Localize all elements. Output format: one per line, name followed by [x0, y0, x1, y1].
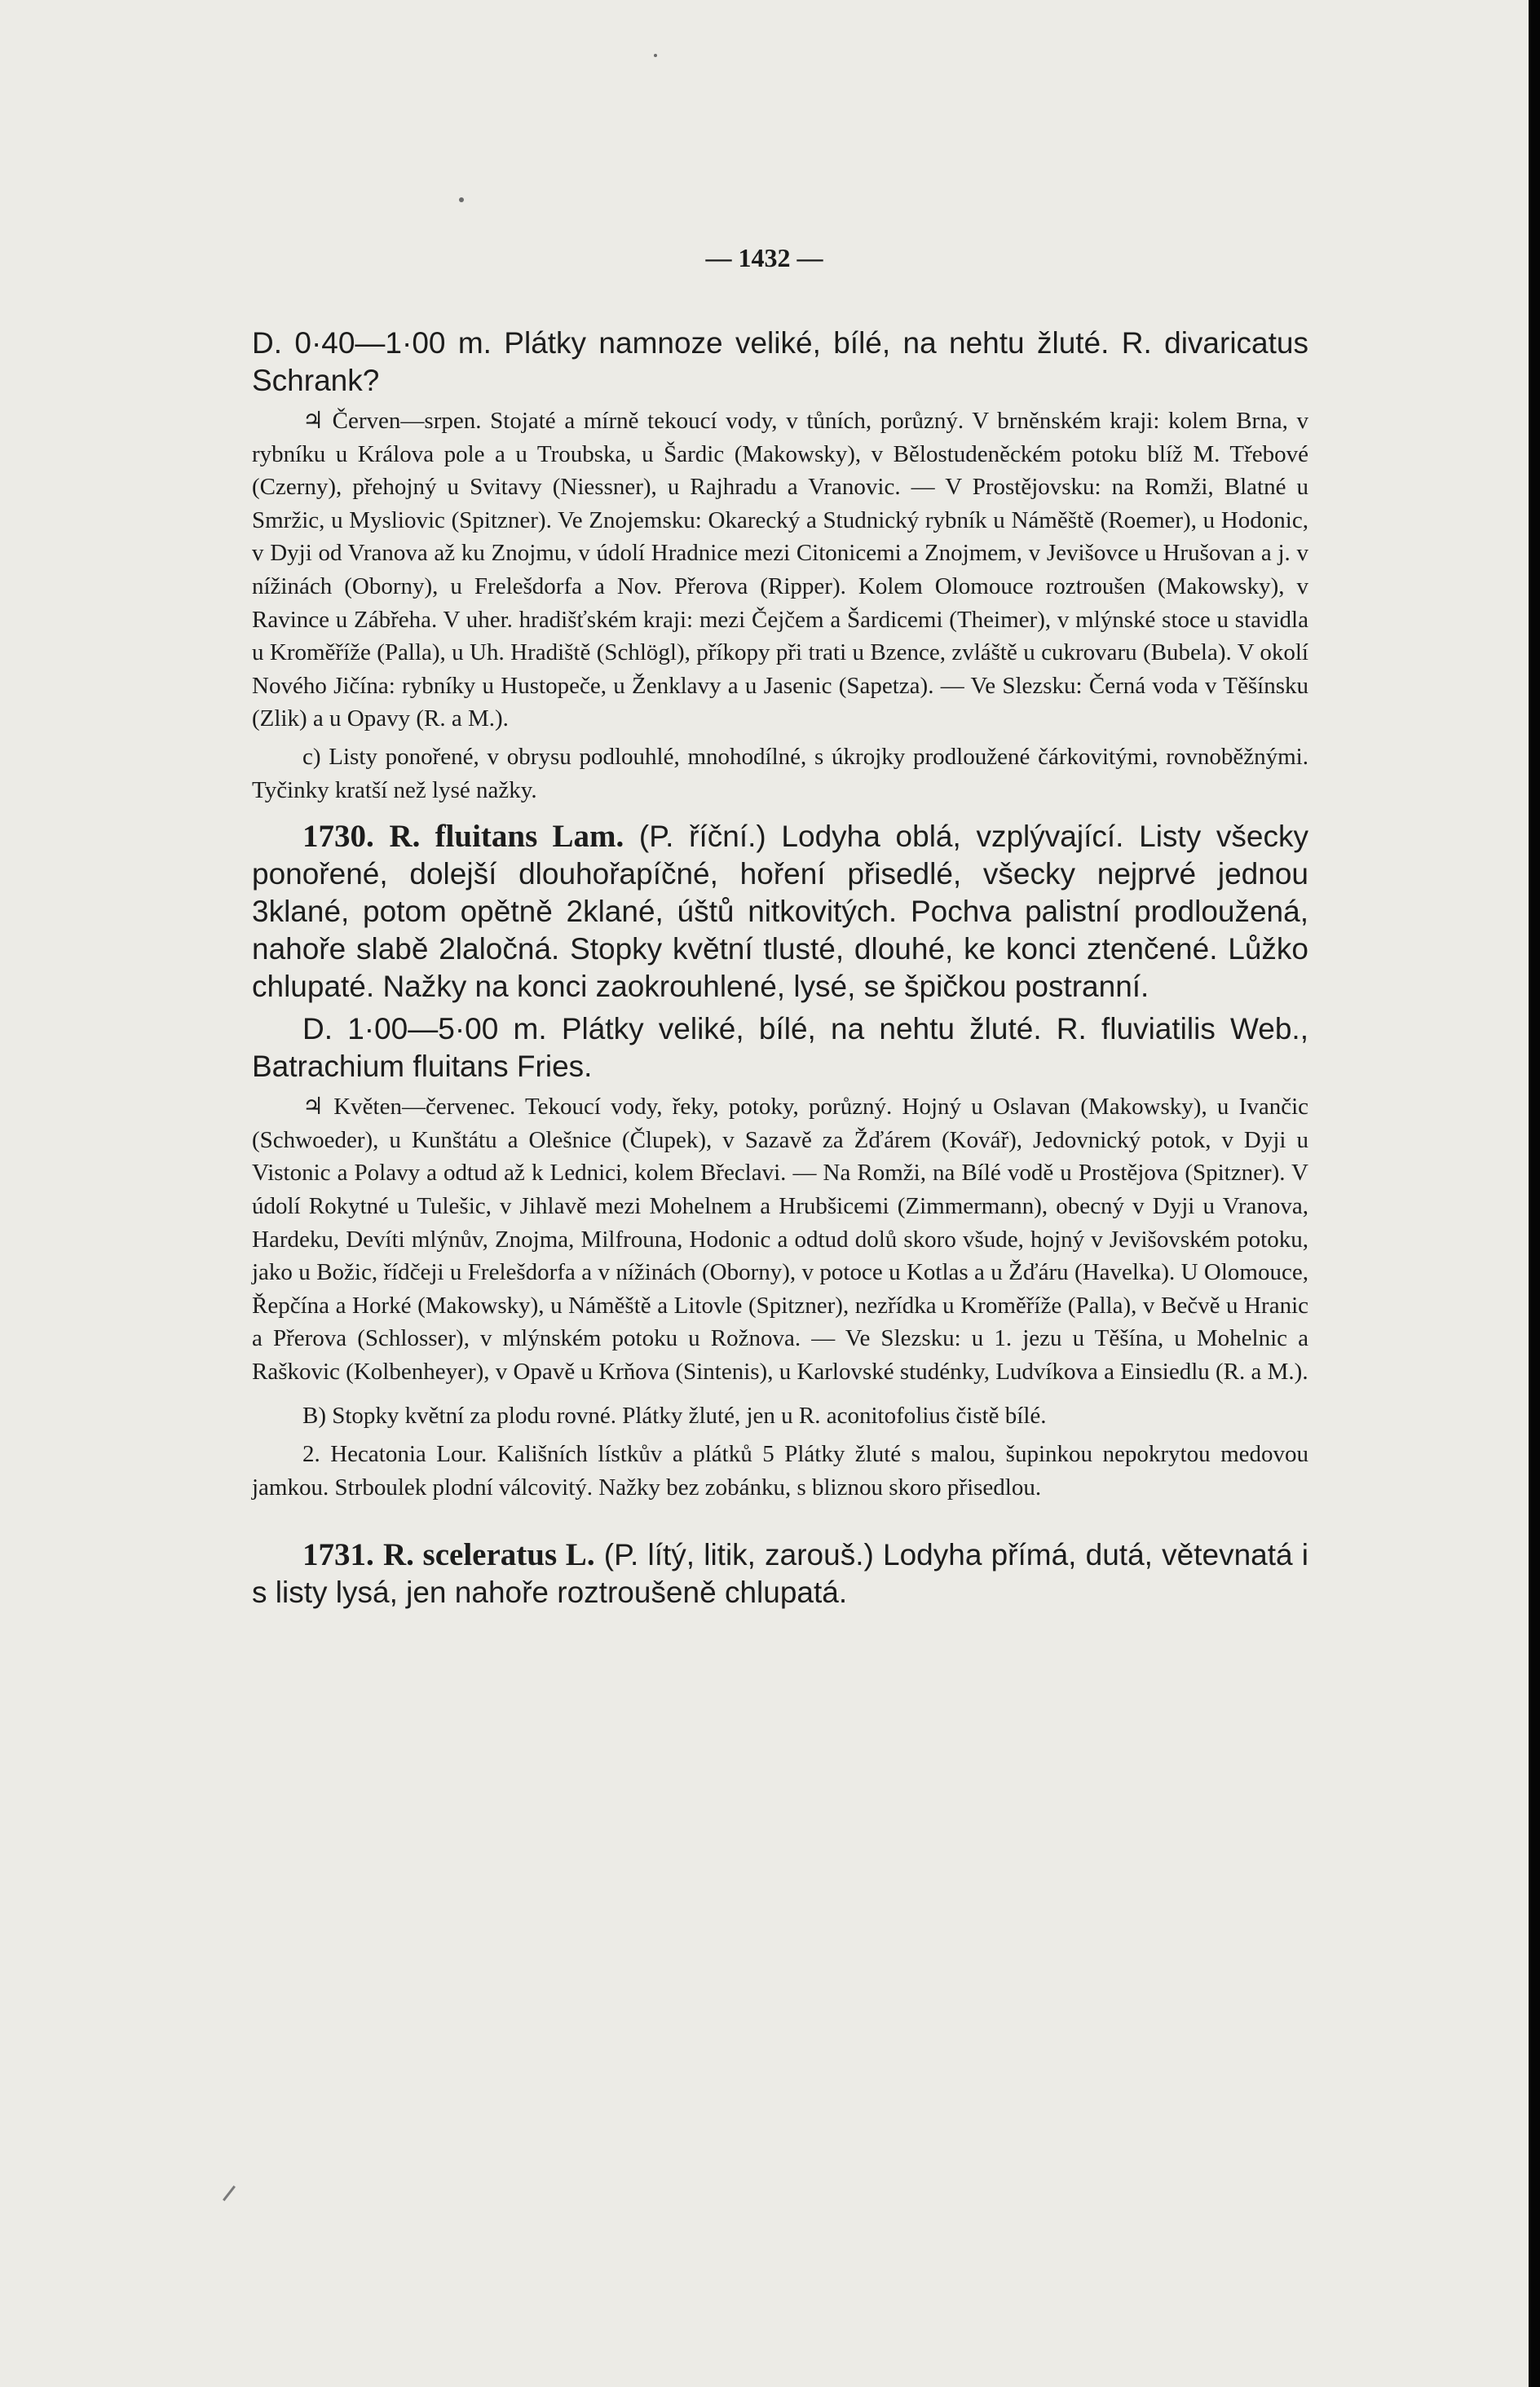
species-1730	[252, 818, 1308, 1006]
paragraph-section-B: B) Stopky květní za plodu rovné. Plátky žluté, jen u R. aconitofolius čistě bílé.	[302, 1403, 1047, 1430]
species-description: (P. lítý, litik, zarouš.) Lodyha přímá, dutá, větevnatá i s listy lysá, jen nahoře roztroušeně chlupatá.	[252, 1538, 1308, 1610]
paragraph-section-c: c) Listy ponořené, v obrysu podlouhlé, mnohodílné, s úkrojky prodloužené čárkovitými, rovnoběžnými. Tyčinky kratší než lysé nažky.	[252, 743, 1308, 803]
scan-edge	[1529, 0, 1540, 2387]
species-name: R. fluitans Lam.	[389, 819, 624, 855]
species-1731	[252, 1536, 1308, 1611]
page-number: — 1432 —	[705, 243, 823, 272]
paragraph-D-040: D. 0·40—1·00 m. Plátky namnoze veliké, bílé, na nehtu žluté. R. divaricatus Schrank?	[252, 326, 1308, 397]
paragraph-distribution-divaricatus: ♃ Červen—srpen. Stojaté a mírně tekoucí vody, v tůních, porůzný. V brněnském kraji: kolem Brna, v rybníku u Králova pole a u Troubska, u Šardic (Makowsky), v Bělostudeněckém potoku blíž M. Třebové (Czerny), přehojný u Svitavy (Niessner), u Rajhradu a Vranovic. — V Prostějovsku: na Romži, Blatné u Smržic, u Mysliovic (Spitzner). Ve Znojemsku: Okarecký a Studnický rybník u Náměště (Roemer), u Hodonic, v Dyji od Vranova až ku Znojmu, v údolí Hradnice mezi Citonicemi a Znojmem, v Jevišovce u Hrušovan a j. v nížinách (Oborny), u Frelešdorfa a Nov. Přerova (Ripper). Kolem Olomouce roztroušen (Makowsky), v Ravince u Zábřeha. V uher. hradišťském kraji: mezi Čejčem a Šardicemi (Theimer), v mlýnské stoce u stavidla u Kroměříže (Palla), u Uh. Hradiště (Schlögl), příkopy při trati u Bzence, zvláště u cukrovaru (Bubela). V okolí Nového Jičína: rybníky u Hustopeče, u Ženklavy a u Jasenic (Sapetza). — Ve Slezsku: Černá voda v Těšínsku (Zlik) a u Opavy (R. a M.).	[252, 408, 1308, 732]
speck	[459, 197, 464, 202]
paragraph-hecatonia: 2. Hecatonia Lour. Kališních lístkův a plátků 5 Plátky žluté s malou, šupinkou nepokrytou medovou jamkou. Strboulek plodní válcovitý. Nažky bez zobánku, s bliznou skoro přisedlou.	[252, 1441, 1308, 1501]
pencil-mark	[223, 2186, 236, 2201]
species-number: 1731.	[302, 1537, 374, 1573]
text-body	[252, 325, 1308, 1611]
speck	[654, 54, 657, 57]
paragraph-D-100: D. 1·00—5·00 m. Plátky veliké, bílé, na nehtu žluté. R. fluviatilis Web., Batrachium fluitans Fries.	[252, 1012, 1308, 1084]
species-description: (P. říční.) Lodyha oblá, vzplývající. Listy všecky ponořené, dolejší dlouhořapíčné, hoření přisedlé, všecky nejprvé jednou 3klané, potom opětně 2klané, úštů nitkovitých. Pochva palistní prodloužená, nahoře slabě 2laločná. Stopky květní tlusté, dlouhé, ke konci ztenčené. Lůžko chlupaté. Nažky na konci zaokrouhlené, lysé, se špičkou postranní.	[252, 820, 1308, 1004]
species-name: R. sceleratus L.	[382, 1537, 595, 1573]
paragraph-distribution-fluitans: ♃ Květen—červenec. Tekoucí vody, řeky, potoky, porůzný. Hojný u Oslavan (Makowsky), u Ivančic (Schwoeder), u Kunštátu a Olešnice (Člupek), v Sazavě za Žďárem (Kovář), Jedovnický potok, v Dyji u Vistonic a Polavy a odtud až k Lednici, kolem Břeclavi. — Na Romži, na Bílé vodě u Prostějova (Spitzner). V údolí Rokytné u Tulešic, v Jihlavě mezi Mohelnem a Hrubšicemi (Zimmermann), obecný v Dyji u Vranova, Hardeku, Devíti mlýnův, Znojma, Milfrouna, Hodonic a odtud dolů skoro všude, hojný v Jevišovském potoku, jako u Božic, řídčeji u Frelešdorfa a v nížinách (Oborny), v potoce u Kotlas a u Žďáru (Havelka). U Olomouce, Řepčína a Horké (Makowsky), u Náměště a Litovle (Spitzner), nezřídka u Kroměříže (Palla), v Bečvě u Hranic a Přerova (Schlosser), v mlýnském potoku u Rožnova. — Ve Slezsku: u 1. jezu u Těšína, u Mohelnic a Raškovic (Kolbenheyer), v Opavě u Krňova (Sintenis), u Karlovské studénky, Ludvíkova a Einsiedlu (R. a M.).	[252, 1094, 1308, 1385]
species-number: 1730.	[302, 819, 374, 855]
